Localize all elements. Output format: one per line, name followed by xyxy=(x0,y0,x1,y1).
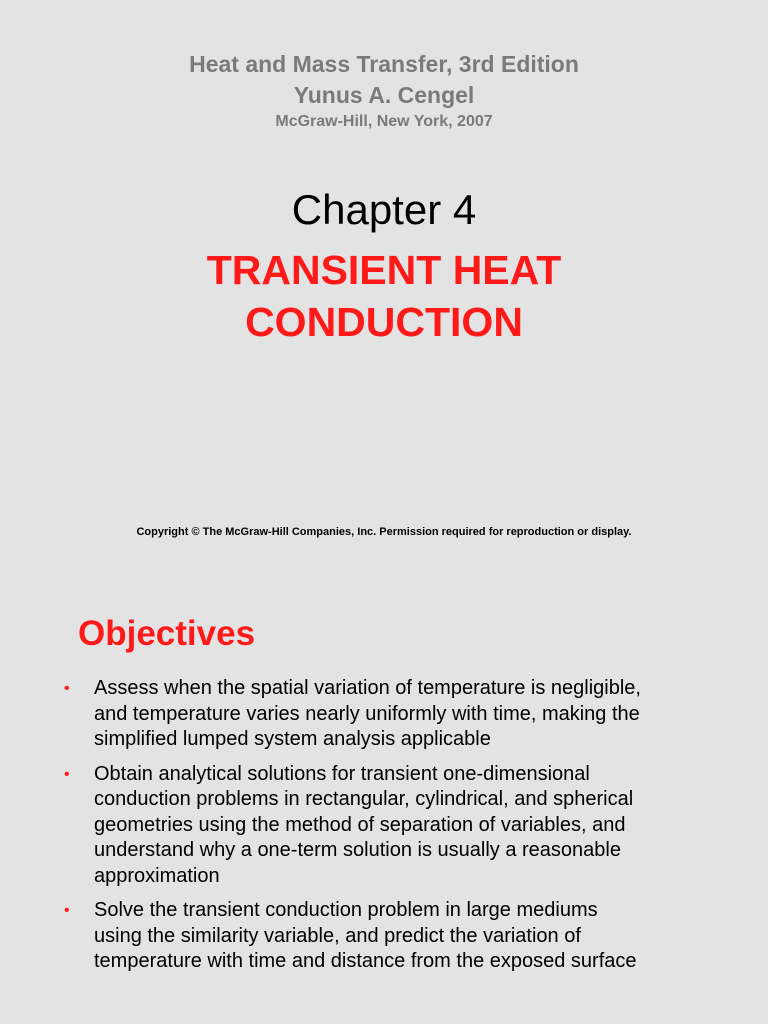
objectives-slide xyxy=(0,588,768,1024)
objectives-heading: Objectives xyxy=(78,614,256,653)
objective-text: Obtain analytical solutions for transient one-dimensional conduction problems in rectangular, cylindrical, and spherical geometries using the method of separation of variables, and understand why a one-term solution is usually a reasonable approximation xyxy=(94,762,634,887)
book-publisher: McGraw-Hill, New York, 2007 xyxy=(275,113,493,130)
book-title: Heat and Mass Transfer, 3rd Edition xyxy=(189,51,579,77)
objective-text: Solve the transient conduction problem in large mediums using the similarity variable, and predict the variation of temperature with time and distance from the exposed surface xyxy=(94,899,637,972)
bullet-icon: • xyxy=(64,680,70,697)
chapter-number: Chapter 4 xyxy=(291,186,477,233)
objective-item xyxy=(60,676,650,753)
chapter-title xyxy=(0,244,768,348)
book-author: Yunus A. Cengel xyxy=(293,82,475,108)
bullet-icon: • xyxy=(64,902,70,919)
objective-item xyxy=(60,762,650,890)
objectives-list xyxy=(60,676,650,984)
bullet-icon: • xyxy=(64,765,70,783)
copyright-notice: Copyright © The McGraw-Hill Companies, Inc. Permission required for reproduction or display. xyxy=(136,526,632,538)
chapter-title-line-1: TRANSIENT HEAT xyxy=(206,247,562,293)
chapter-title-line-2: CONDUCTION xyxy=(245,299,523,345)
objective-item xyxy=(60,898,650,975)
objective-text: Assess when the spatial variation of temperature is negligible, and temperature varies nearly uniformly with time, making the simplified lumped system analysis applicable xyxy=(94,677,641,750)
